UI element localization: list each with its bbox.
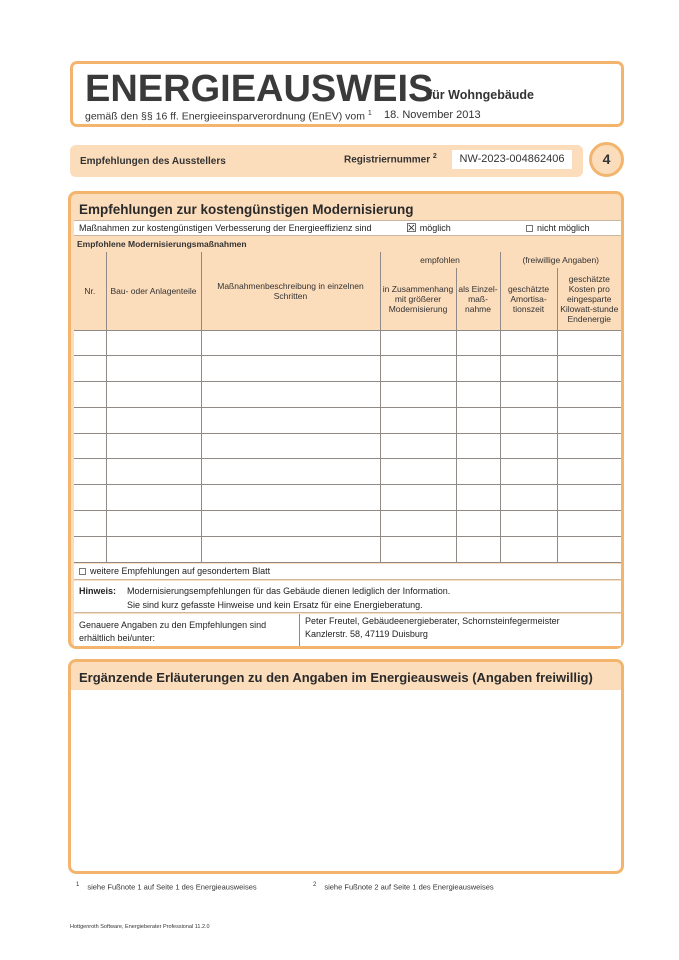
- table-row: [74, 407, 621, 433]
- registration-label: [344, 153, 437, 165]
- option-possible[interactable]: [406, 221, 451, 235]
- cell[interactable]: [201, 407, 380, 433]
- cell[interactable]: [201, 511, 380, 537]
- group-header-freiwillig: (freiwillige Angaben): [500, 252, 621, 268]
- measures-statement: Maßnahmen zur kostengünstigen Verbesserung der Energieeffizienz sind: [79, 223, 372, 233]
- cell[interactable]: [456, 407, 500, 433]
- aussteller-bar: [70, 145, 583, 177]
- footnote-2-number: 2: [313, 882, 317, 888]
- cell[interactable]: [557, 330, 621, 356]
- explanations-header: [71, 662, 621, 690]
- col-header-nr: Nr.: [74, 252, 106, 330]
- cell[interactable]: [201, 485, 380, 511]
- registration-number-field[interactable]: NW-2023-004862406: [452, 150, 572, 169]
- measures-table: [74, 252, 621, 563]
- cell[interactable]: [74, 407, 106, 433]
- cell[interactable]: [201, 433, 380, 459]
- contact-details: [305, 615, 560, 641]
- note-line-1: Modernisierungsempfehlungen für das Gebäude dienen lediglich der Information.: [127, 586, 451, 596]
- cell[interactable]: [74, 356, 106, 382]
- checkbox-icon[interactable]: [79, 568, 86, 575]
- cell[interactable]: [557, 433, 621, 459]
- cell[interactable]: [456, 382, 500, 408]
- software-credit: Hottgenroth Software, Energieberater Professional 11.2.0: [70, 924, 210, 930]
- divider: [299, 614, 300, 646]
- cell[interactable]: [106, 330, 201, 356]
- cell[interactable]: [456, 330, 500, 356]
- cell[interactable]: [500, 407, 557, 433]
- cell[interactable]: [106, 433, 201, 459]
- table-row: [74, 382, 621, 408]
- header-box: [70, 61, 624, 127]
- footnote-ref-2: 2: [432, 153, 437, 160]
- cell[interactable]: [106, 356, 201, 382]
- explanations-section: [68, 659, 624, 874]
- cell[interactable]: [500, 433, 557, 459]
- cell[interactable]: [456, 433, 500, 459]
- contact-line-2: Kanzlerstr. 58, 47119 Duisburg: [305, 629, 428, 639]
- cell[interactable]: [380, 433, 456, 459]
- cell[interactable]: [380, 459, 456, 485]
- cell[interactable]: [201, 459, 380, 485]
- cell[interactable]: [456, 459, 500, 485]
- cell[interactable]: [380, 407, 456, 433]
- regulation-date: 18. November 2013: [384, 109, 481, 121]
- col-header-kosten: geschätzte Kosten pro eingesparte Kilowatt-stunde Endenergie: [557, 268, 621, 330]
- footnote-1-text: siehe Fußnote 1 auf Seite 1 des Energieausweises: [87, 882, 257, 892]
- page-number-badge: 4: [589, 142, 624, 177]
- regulation-text: [85, 110, 372, 123]
- cell[interactable]: [500, 356, 557, 382]
- cell[interactable]: [74, 433, 106, 459]
- cell[interactable]: [557, 356, 621, 382]
- registration-label-text: Registriernummer: [344, 154, 431, 166]
- cell[interactable]: [106, 511, 201, 537]
- col-header-amortisation: geschätzte Amortisa-tionszeit: [500, 268, 557, 330]
- cell[interactable]: [500, 382, 557, 408]
- cell[interactable]: [201, 330, 380, 356]
- cell[interactable]: [106, 407, 201, 433]
- table-row: [74, 485, 621, 511]
- cell[interactable]: [201, 356, 380, 382]
- footnote-1: [76, 882, 257, 892]
- cell[interactable]: [380, 330, 456, 356]
- cell[interactable]: [106, 382, 201, 408]
- table-row: [74, 536, 621, 562]
- cell[interactable]: [456, 536, 500, 562]
- cell[interactable]: [456, 485, 500, 511]
- footnote-2-text: siehe Fußnote 2 auf Seite 1 des Energieausweises: [324, 882, 494, 892]
- cell[interactable]: [557, 382, 621, 408]
- cell[interactable]: [500, 511, 557, 537]
- footnote-ref-1: 1: [367, 110, 372, 117]
- cell[interactable]: [201, 536, 380, 562]
- contact-row: [74, 614, 621, 646]
- table-row: [74, 433, 621, 459]
- cell[interactable]: [74, 330, 106, 356]
- note-line-2: Sie sind kurz gefasste Hinweise und kein Ersatz für eine Energieberatung.: [127, 600, 423, 610]
- cell[interactable]: [201, 382, 380, 408]
- group-header-empfohlen: empfohlen: [380, 252, 500, 268]
- cell[interactable]: [557, 407, 621, 433]
- cell[interactable]: [74, 382, 106, 408]
- table-row: [74, 459, 621, 485]
- cell[interactable]: [106, 459, 201, 485]
- cell[interactable]: [74, 485, 106, 511]
- footnote-1-number: 1: [76, 882, 80, 888]
- cell[interactable]: [500, 459, 557, 485]
- cell[interactable]: [74, 536, 106, 562]
- checkbox-icon[interactable]: [526, 225, 533, 232]
- col-header-beschreibung: Maßnahmenbeschreibung in einzelnen Schritten: [201, 252, 380, 330]
- cell[interactable]: [74, 459, 106, 485]
- checked-cross-icon[interactable]: ☒: [406, 221, 417, 235]
- cell[interactable]: [74, 511, 106, 537]
- table-row: [74, 511, 621, 537]
- cell[interactable]: [500, 485, 557, 511]
- contact-label: Genauere Angaben zu den Empfehlungen sind erhältlich bei/unter:: [79, 620, 267, 643]
- cell[interactable]: [380, 382, 456, 408]
- cell[interactable]: [380, 356, 456, 382]
- cell[interactable]: [557, 485, 621, 511]
- cell[interactable]: [106, 536, 201, 562]
- cell[interactable]: [456, 511, 500, 537]
- table-label: Empfohlene Modernisierungsmaßnahmen: [77, 239, 247, 249]
- cell[interactable]: [380, 485, 456, 511]
- modernisation-section: [68, 191, 624, 649]
- cell[interactable]: [380, 536, 456, 562]
- explanations-content[interactable]: [71, 690, 621, 871]
- note-row: [74, 581, 621, 613]
- explanations-title: Ergänzende Erläuterungen zu den Angaben im Energieausweis (Angaben freiwillig): [79, 670, 593, 685]
- measures-possible-row: [74, 220, 621, 236]
- col-header-einzelmassnahme: als Einzel-maß-nahme: [456, 268, 500, 330]
- table-row: [74, 356, 621, 382]
- option-not-possible-label: nicht möglich: [537, 223, 590, 233]
- further-recommendations-label: weitere Empfehlungen auf gesondertem Blatt: [90, 566, 271, 576]
- cell[interactable]: [500, 330, 557, 356]
- document-subtitle: für Wohngebäude: [428, 88, 535, 102]
- cell[interactable]: [380, 511, 456, 537]
- aussteller-label: Empfehlungen des Ausstellers: [80, 156, 226, 167]
- cell[interactable]: [456, 356, 500, 382]
- regulation-label: gemäß den §§ 16 ff. Energieeinsparverordnung (EnEV) vom: [85, 110, 365, 123]
- option-not-possible[interactable]: [526, 221, 590, 235]
- cell[interactable]: [557, 511, 621, 537]
- cell[interactable]: [557, 459, 621, 485]
- note-label: Hinweis:: [79, 586, 117, 596]
- col-header-bauteile: Bau- oder Anlagenteile: [106, 252, 201, 330]
- cell[interactable]: [500, 536, 557, 562]
- cell[interactable]: [106, 485, 201, 511]
- col-header-zusammenhang: in Zusammenhang mit größerer Modernisierung: [380, 268, 456, 330]
- option-possible-label: möglich: [419, 223, 451, 233]
- section-title: Empfehlungen zur kostengünstigen Modernisierung: [79, 202, 414, 217]
- further-recommendations-row[interactable]: [74, 564, 621, 580]
- document-title: ENERGIEAUSWEIS: [85, 68, 434, 110]
- footnote-2: [313, 882, 494, 892]
- cell[interactable]: [557, 536, 621, 562]
- contact-line-1: Peter Freutel, Gebäudeenergieberater, Schornsteinfegermeister: [305, 616, 560, 626]
- table-row: [74, 330, 621, 356]
